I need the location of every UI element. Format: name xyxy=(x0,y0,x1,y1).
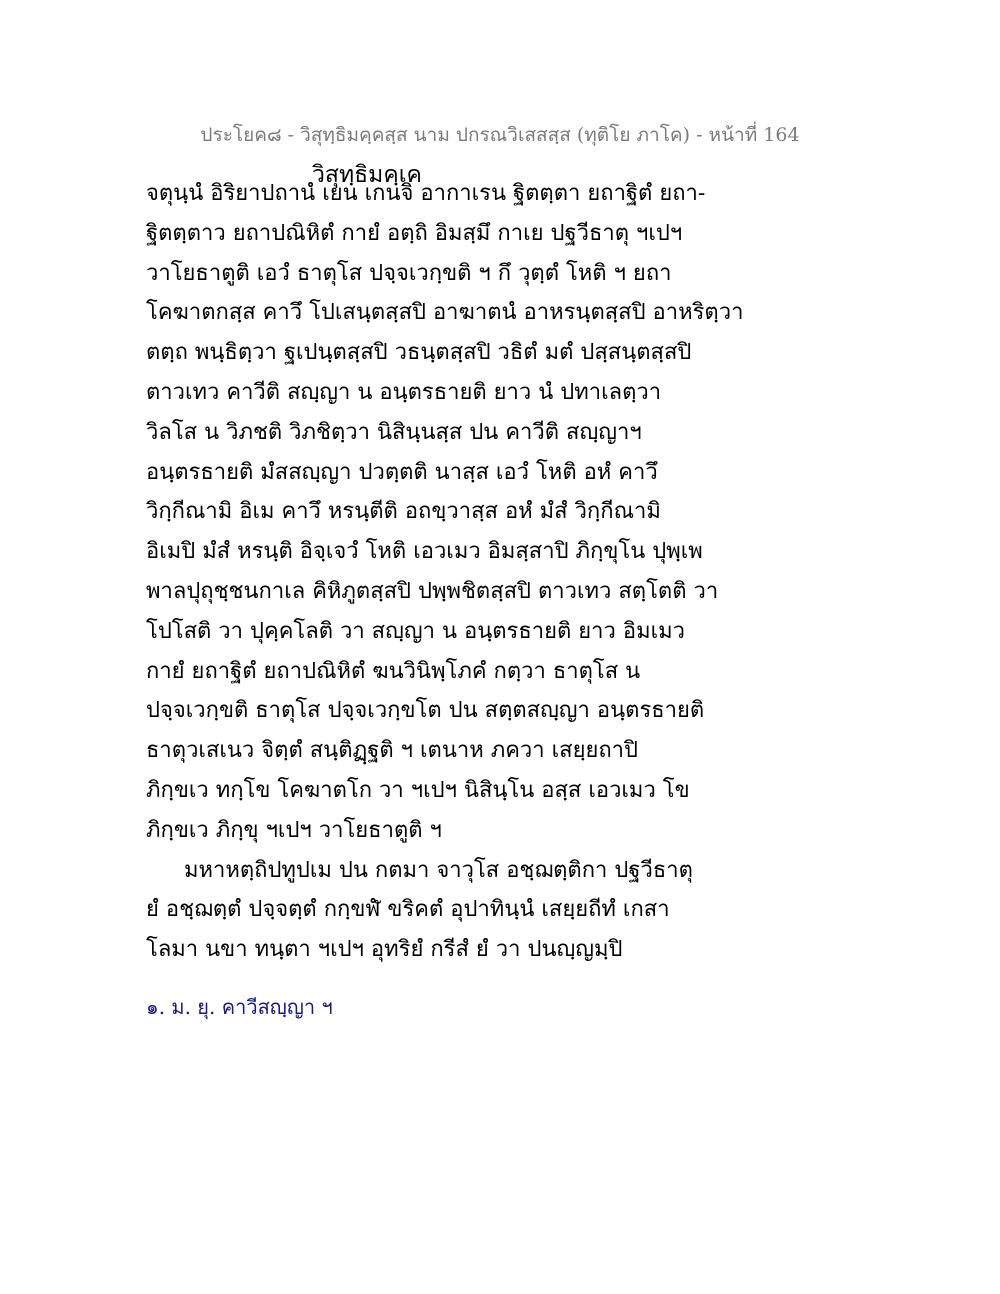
text-line: ภิกฺขเว ภิกฺขุ ฯเปฯ วาโยธาตูติ ฯ xyxy=(146,817,442,843)
text-line: ตตฺถ พนฺธิตฺวา ฐเปนฺตสฺสปิ วธนฺตสฺสปิ วธิตํ มตํ ปสฺสนฺตสฺสปิ xyxy=(146,340,692,366)
text-line: วิกฺกีณามิ อิเม คาวึ หรนฺตีติ อถขฺวาสฺส อหํ มํสํ วิกฺกีณามิ xyxy=(146,499,661,525)
text-line: กายํ ยถาฐิตํ ยถาปณิหิตํ ฆนวินิพฺโภคํ กตฺวา ธาตุโส น xyxy=(146,658,641,684)
text-line: ฐิตตฺตาว ยถาปณิหิตํ กายํ อตฺถิ อิมสฺมึ กาเย ปฐวีธาตุ ฯเปฯ xyxy=(146,220,683,246)
text-line: พาลปุถุชฺชนกาเล คิหิภูตสฺสปิ ปพฺพชิตสฺสปิ ตาวเทว สตฺโตติ วา xyxy=(146,578,719,604)
page-header: ประโยค๘ - วิสุทฺธิมคฺคสฺส นาม ปกรณวิเสสสฺส (ทุติโย ภาโค) - หน้าที่ 164 xyxy=(200,124,800,146)
paragraph-first-line: มหาหตฺถิปทูปเม ปน กตมา จาวุโส อชฺฌตฺติกา ปฐวีธาตุ xyxy=(184,857,693,883)
text-line: โลมา นขา ทนฺตา ฯเปฯ อุทริยํ กรีสํ ยํ วา ปนญฺญมฺปิ xyxy=(146,937,623,963)
text-line: จตุนฺนํ อิริยาปถานํ เยน เกนจิ อากาเรน ฐิตตฺตา ยถาฐิตํ ยถา- xyxy=(146,181,706,206)
text-line: อิเมปิ มํสํ หรนฺติ อิจฺเจวํ โหติ เอวเมว อิมสฺสาปิ ภิกฺขุโน ปุพฺเพ xyxy=(146,539,703,565)
text-line: วาโยธาตูติ เอวํ ธาตุโส ปจฺจเวกฺขติ ฯ กึ วุตฺตํ โหติ ฯ ยถา xyxy=(146,260,672,286)
body-text xyxy=(146,174,866,970)
text-line: ธาตุวเสเนว จิตฺตํ สนฺติฏฺฐติ ฯ เตนาห ภควา เสยฺยถาปิ xyxy=(146,738,639,764)
section-title: วิสุทฺธิมคฺเค xyxy=(312,162,422,188)
text-line: ยํ อชฺฌตฺตํ ปจฺจตฺตํ กกฺขฬํ ขริคตํ อุปาทินฺนํ เสยฺยถีทํ เกสา xyxy=(146,897,670,923)
text-line: อนฺตรธายติ มํสสญฺญา ปวตฺตติ นาสฺส เอวํ โหติ อหํ คาวึ xyxy=(146,459,658,485)
text-line: ปจฺจเวกฺขติ ธาตุโส ปจฺจเวกฺขโต ปน สตฺตสญฺญา อนฺตรธายติ xyxy=(146,698,705,724)
text-line: ตาวเทว คาวีติ สญฺญา น อนฺตรธายติ ยาว นํ ปทาเลตฺวา xyxy=(146,379,662,405)
text-line: ภิกฺขเว ทกฺโข โคฆาตโก วา ฯเปฯ นิสินฺโน อสฺส เอวเมว โข xyxy=(146,777,690,803)
text-line: วิลโส น วิภชติ วิภชิตฺวา นิสินฺนสฺส ปน คาวีติ สญฺญาฯ xyxy=(146,419,642,445)
text-line: โคฆาตกสฺส คาวึ โปเสนฺตสฺสปิ อาฆาตนํ อาหรนฺตสฺสปิ อาหริตฺวา xyxy=(146,300,744,326)
text-line: โปโสติ วา ปุคฺคโลติ วา สญฺญา น อนฺตรธายติ ยาว อิมเมว xyxy=(146,618,685,644)
footnote: ๑. ม. ยุ. คาวีสญฺญา ฯ xyxy=(146,995,333,1019)
